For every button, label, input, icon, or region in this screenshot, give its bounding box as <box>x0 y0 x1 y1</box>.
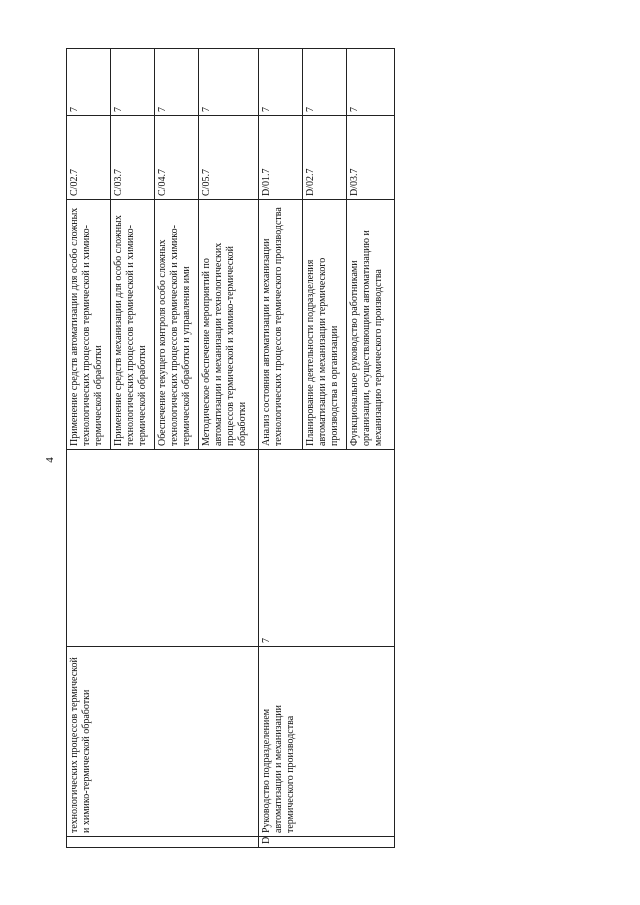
labor-function-code: C/02.7 <box>67 116 111 200</box>
generalized-function-code: D <box>259 837 395 848</box>
labor-function-title: Применение средств автоматизации для особо сложных технологических процессов термической и химико-термической обработки <box>67 200 111 450</box>
labor-function-title: Планирование деятельности подразделения автоматизации и механизации термического производства в организации <box>303 200 347 450</box>
labor-function-level: 7 <box>155 49 199 116</box>
labor-function-code: D/02.7 <box>303 116 347 200</box>
functions-table <box>66 48 395 848</box>
labor-function-title: Функциональное руководство работниками организации, осуществляющими автоматизацию и механизацию термического производства <box>347 200 395 450</box>
labor-function-level: 7 <box>347 49 395 116</box>
labor-function-level: 7 <box>259 49 303 116</box>
page-number: 4 <box>44 457 56 463</box>
labor-function-code: C/05.7 <box>199 116 259 200</box>
labor-function-level: 7 <box>303 49 347 116</box>
labor-function-level: 7 <box>199 49 259 116</box>
generalized-function-name: Руководство подразделением автоматизации и механизации термического производства <box>259 647 395 837</box>
labor-function-code: D/01.7 <box>259 116 303 200</box>
labor-function-title: Анализ состояния автоматизации и механизации технологических процессов термического производства <box>259 200 303 450</box>
rotated-table-container <box>66 48 395 848</box>
labor-function-code: C/04.7 <box>155 116 199 200</box>
labor-function-level: 7 <box>67 49 111 116</box>
generalized-function-name: технологических процессов термической и химико-термической обработки <box>67 647 259 837</box>
labor-function-code: C/03.7 <box>111 116 155 200</box>
labor-function-level: 7 <box>111 49 155 116</box>
labor-function-code: D/03.7 <box>347 116 395 200</box>
table-row <box>259 49 303 848</box>
labor-function-title: Обеспечение текущего контроля особо сложных технологических процессов термической и химико-термической обработки и управления ими <box>155 200 199 450</box>
labor-function-title: Применение средств механизации для особо сложных технологических процессов термической и химико-термической обработки <box>111 200 155 450</box>
table-row <box>67 49 111 848</box>
labor-function-title: Методическое обеспечение мероприятий по автоматизации и механизации технологических процессов термической и химико-термической обработки <box>199 200 259 450</box>
generalized-function-code <box>67 837 259 848</box>
generalized-function-level <box>67 450 259 647</box>
generalized-function-level: 7 <box>259 450 395 647</box>
